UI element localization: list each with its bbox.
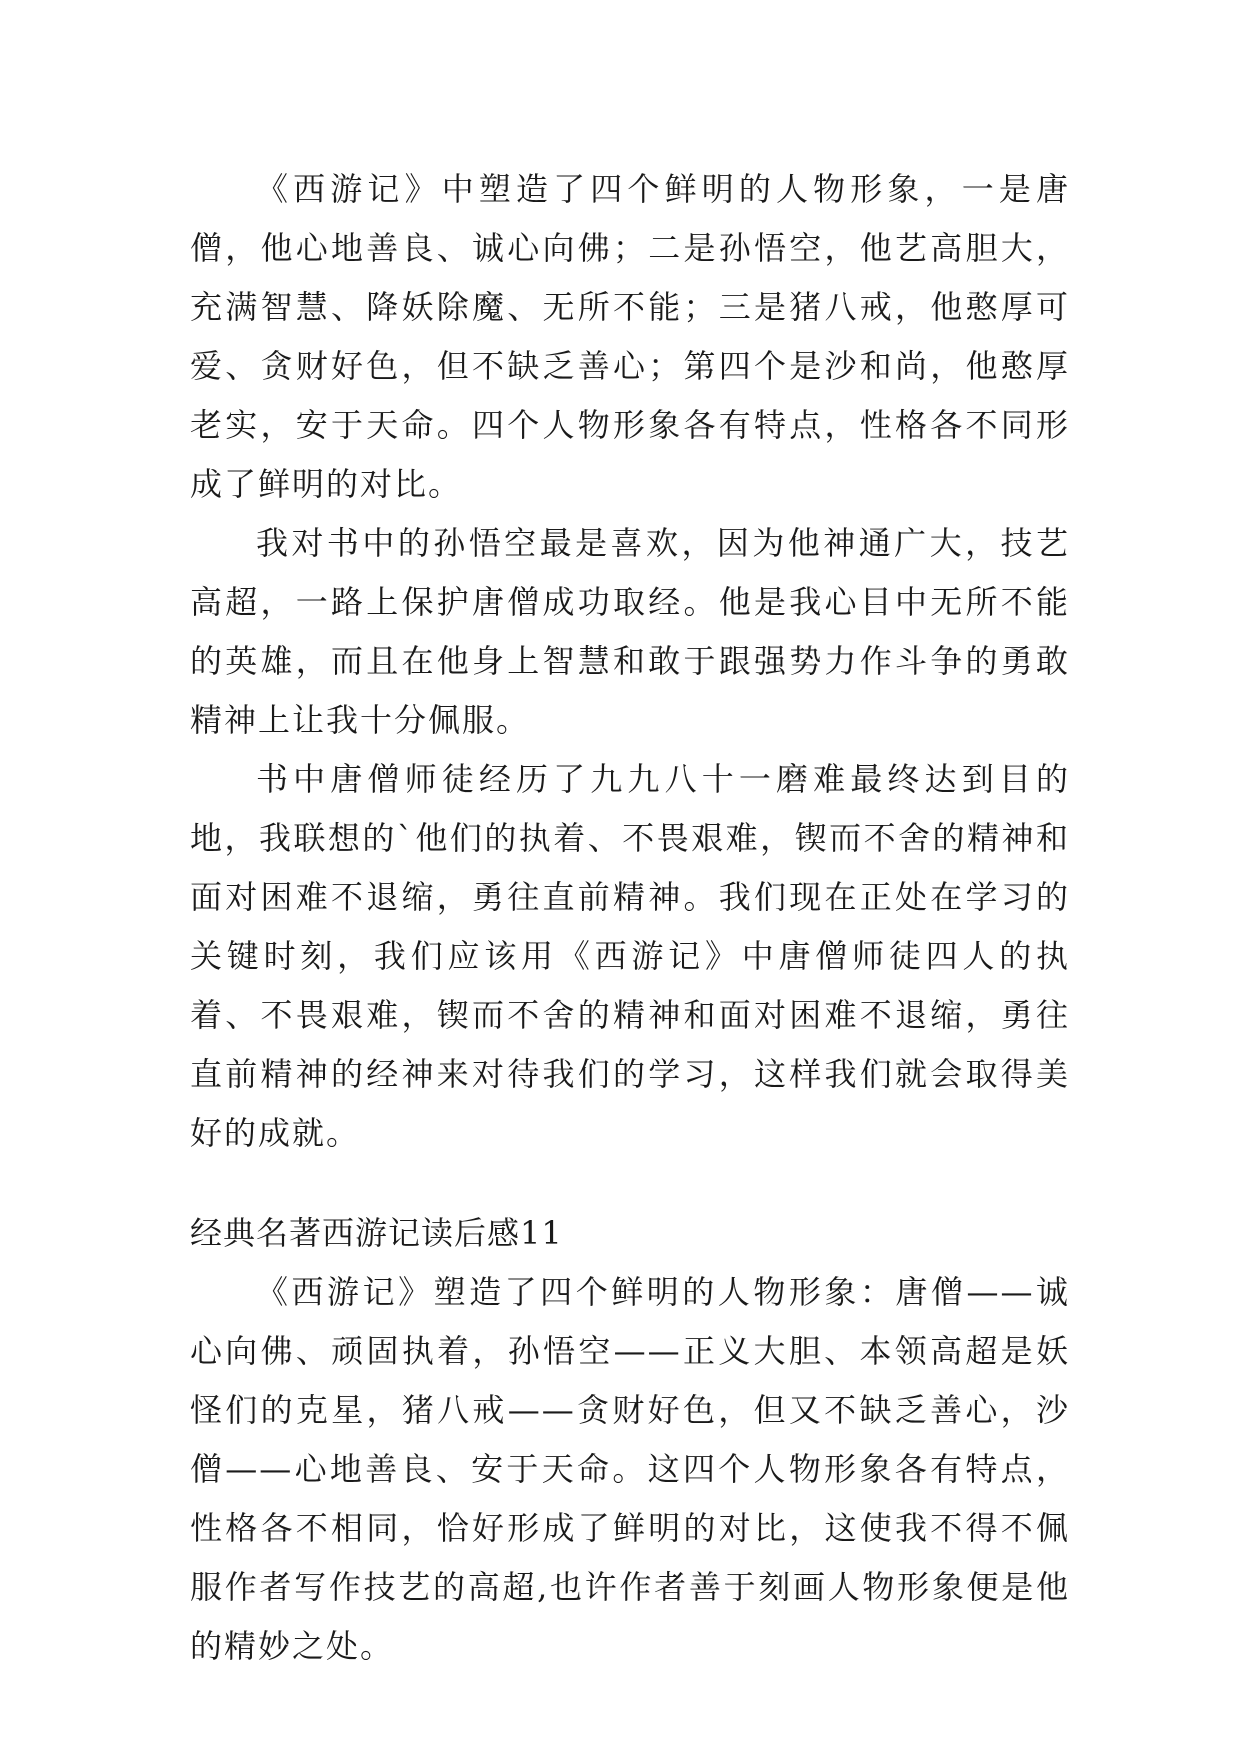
paragraph-characters-overview: 《西游记》中塑造了四个鲜明的人物形象，一是唐僧，他心地善良、诚心向佛；二是孙悟空，他艺高胆大，充满智慧、降妖除魔、无所不能；三是猪八戒，他憨厚可爱、贪财好色，但不缺乏善心；第四个是沙和尚，他憨厚老实，安于天命。四个人物形象各有特点，性格各不同形成了鲜明的对比。 (190, 170, 1070, 503)
paragraph-sun-wukong: 我对书中的孙悟空最是喜欢，因为他神通广大，技艺高超，一路上保护唐僧成功取经。他是我心目中无所不能的英雄，而且在他身上智慧和敢于跟强势力作斗争的勇敢精神上让我十分佩服。 (190, 524, 1070, 739)
document-body (190, 160, 1070, 1676)
paragraph-perseverance: 书中唐僧师徒经历了九九八十一磨难最终达到目的地，我联想的`他们的执着、不畏艰难，锲而不舍的精神和面对困难不退缩，勇往直前精神。我们现在正处在学习的关键时刻，我们应该用《西游记》中唐僧师徒四人的执着、不畏艰难，锲而不舍的精神和面对困难不退缩，勇往直前精神的经神来对待我们的学习，这样我们就会取得美好的成就。 (190, 760, 1070, 1152)
paragraph-character-contrast: 《西游记》塑造了四个鲜明的人物形象：唐僧——诚心向佛、顽固执着，孙悟空——正义大胆、本领高超是妖怪们的克星，猪八戒——贪财好色，但又不缺乏善心，沙僧——心地善良、安于天命。这四个人物形象各有特点，性格各不相同，恰好形成了鲜明的对比，这使我不得不佩服作者写作技艺的高超,也许作者善于刻画人物形象便是他的精妙之处。 (190, 1273, 1070, 1665)
section-heading: 经典名著西游记读后感11 (190, 1214, 563, 1252)
